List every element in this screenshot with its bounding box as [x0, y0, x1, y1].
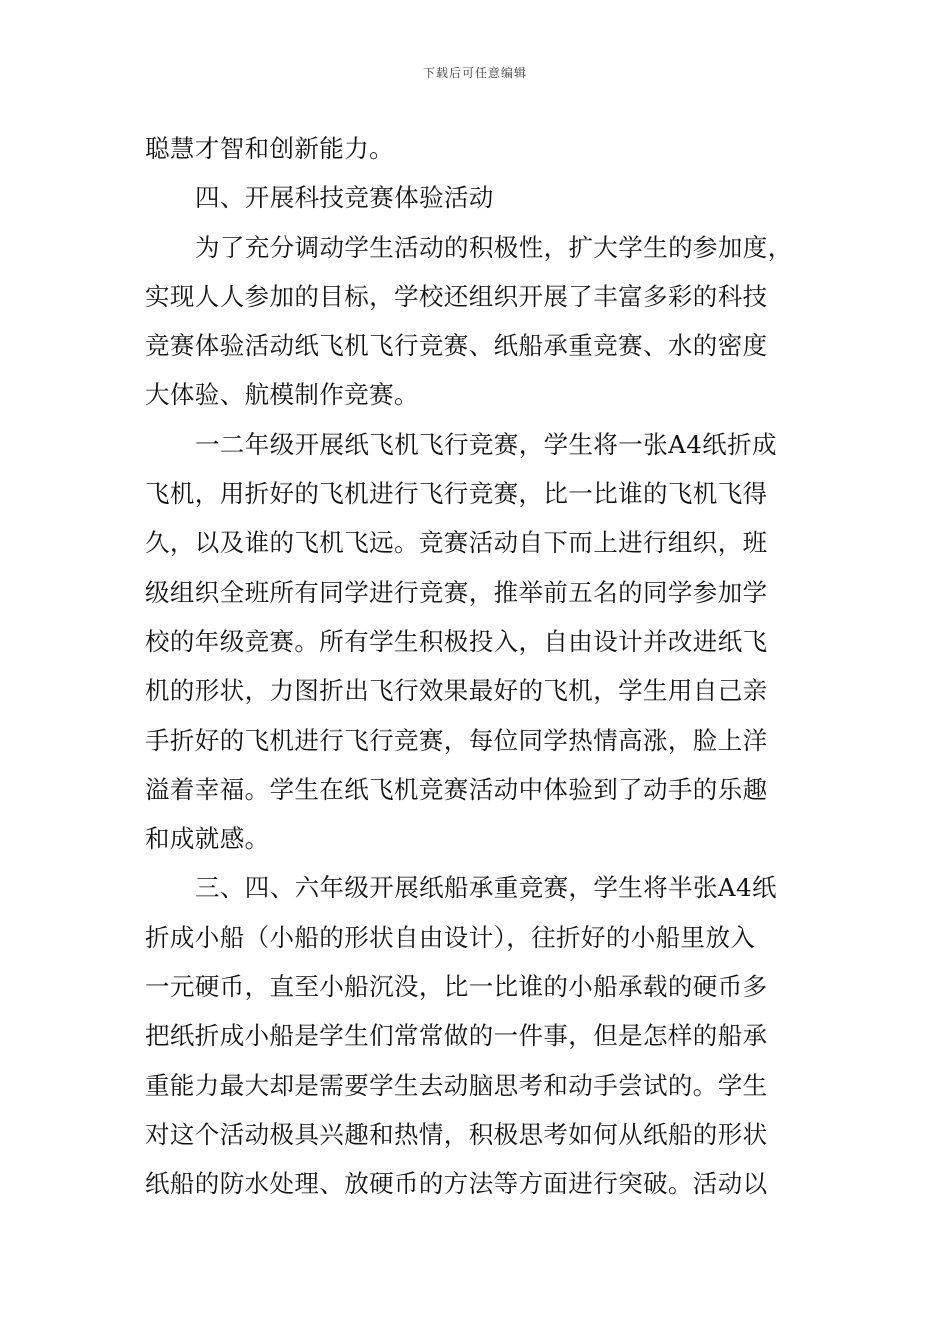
paragraph-line: 级组织全班所有同学进行竞赛，推举前五名的同学参加学 — [145, 577, 768, 607]
document-body — [145, 124, 815, 1209]
paragraph-line: 纸船的防水处理、放硬币的方法等方面进行突破。活动以 — [145, 1169, 768, 1199]
paragraph-line: 把纸折成小船是学生们常常做的一件事，但是怎样的船承 — [145, 1021, 768, 1051]
page-header: 下载后可任意编辑 — [422, 66, 527, 80]
paragraph-line: 三、四、六年级开展纸船承重竞赛，学生将半张A4纸 — [195, 873, 777, 903]
paragraph-line: 一元硬币，直至小船沉没，比一比谁的小船承载的硬币多 — [145, 972, 768, 1002]
paragraph-line: 溢着幸福。学生在纸飞机竞赛活动中体验到了动手的乐趣 — [145, 774, 768, 804]
paragraph-line: 手折好的飞机进行飞行竞赛，每位同学热情高涨，脸上洋 — [145, 725, 768, 755]
paragraph-line: 机的形状，力图折出飞行效果最好的飞机，学生用自己亲 — [145, 676, 768, 706]
paragraph-line: 实现人人参加的目标，学校还组织开展了丰富多彩的科技 — [145, 281, 768, 311]
paragraph-line: 校的年级竞赛。所有学生积极投入，自由设计并改进纸飞 — [145, 626, 768, 656]
section-heading: 四、开展科技竞赛体验活动 — [195, 183, 494, 213]
paragraph-line: 竞赛体验活动纸飞机飞行竞赛、纸船承重竞赛、水的密度 — [145, 331, 768, 361]
paragraph-line: 大体验、航模制作竞赛。 — [145, 380, 419, 410]
paragraph-line: 折成小船（小船的形状自由设计），往折好的小船里放入 — [145, 922, 756, 952]
paragraph-line: 为了充分调动学生活动的积极性，扩大学生的参加度， — [195, 232, 793, 262]
paragraph-line: 重能力最大却是需要学生去动脑思考和动手尝试的。学生 — [145, 1070, 768, 1100]
text-line: 聪慧才智和创新能力。 — [145, 134, 394, 163]
paragraph-line: 久，以及谁的飞机飞远。竞赛活动自下而上进行组织，班 — [145, 528, 768, 558]
paragraph-line: 一二年级开展纸飞机飞行竞赛，学生将一张A4纸折成 — [195, 429, 777, 459]
paragraph-line: 和成就感。 — [145, 824, 270, 854]
paragraph-line: 飞机，用折好的飞机进行飞行竞赛，比一比谁的飞机飞得 — [145, 479, 768, 509]
paragraph-line: 对这个活动极具兴趣和热情，积极思考如何从纸船的形状 — [145, 1119, 768, 1149]
